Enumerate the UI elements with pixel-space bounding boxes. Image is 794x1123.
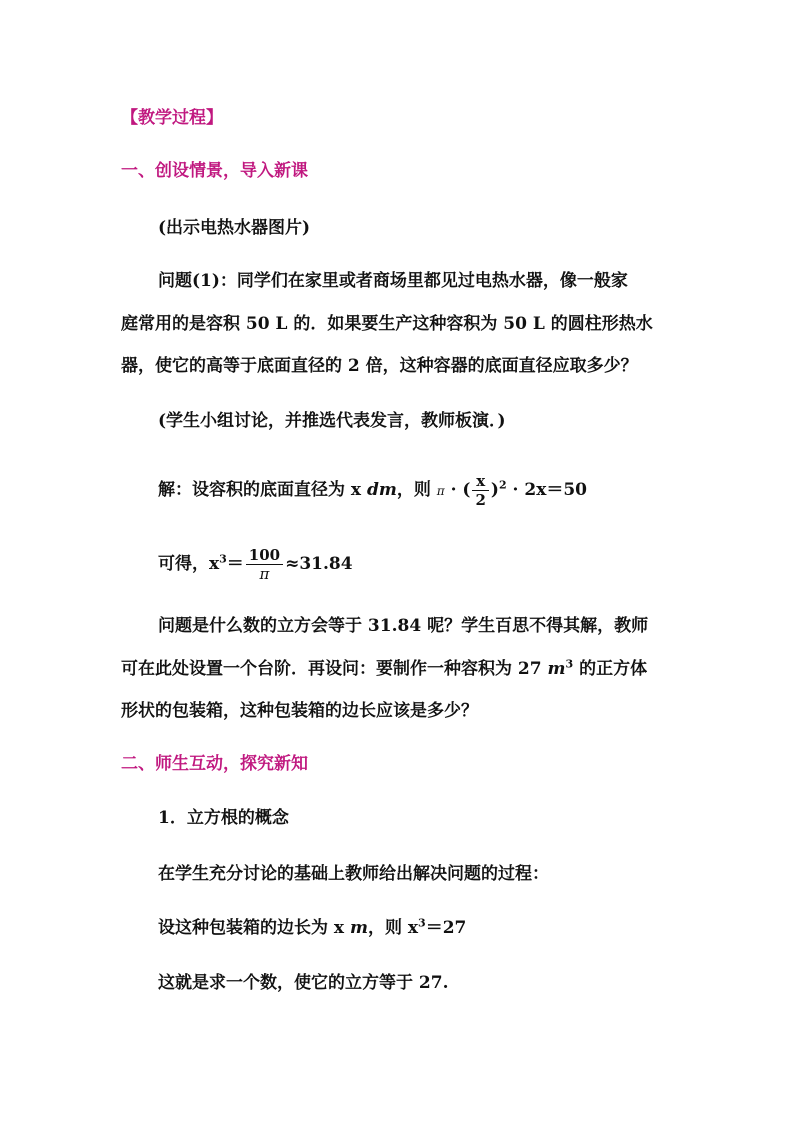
- question-exponent: 3: [565, 657, 574, 671]
- result-numerator: 100: [248, 546, 281, 564]
- show-image-note: (出示电热水器图片): [158, 218, 311, 238]
- result-tail: ≈31.84: [285, 554, 353, 574]
- pi-symbol: π: [436, 484, 445, 498]
- question-line2b: 的正方体: [573, 659, 648, 679]
- hundred-over-pi-fraction: [246, 546, 283, 583]
- result-denominator: π: [246, 564, 283, 583]
- question-unit: m: [547, 659, 566, 679]
- setup-prefix: 设这种包装箱的边长为 x: [158, 918, 350, 938]
- solution-close: ): [490, 480, 499, 500]
- teacher-process-note: 在学生充分讨论的基础上教师给出解决问题的过程：: [158, 864, 549, 884]
- solution-mid: ，则: [396, 480, 437, 500]
- solution-prefix: 解：设容积的底面直径为 x: [158, 480, 367, 500]
- result-prefix: 可得，x: [158, 554, 220, 574]
- setup-equation: [158, 916, 718, 940]
- solution-dot: · (: [444, 480, 471, 500]
- setup-unit: m: [349, 918, 368, 938]
- question-line1: 问题是什么数的立方会等于 31.84 呢？学生百思不得其解，教师: [158, 616, 649, 636]
- problem1-line3: 器，使它的高等于底面直径的 2 倍，这种容器的底面直径应取多少？: [121, 356, 638, 376]
- x-over-2-fraction: [472, 472, 488, 509]
- result-exponent: 3: [219, 552, 227, 566]
- problem1-line1: 问题(1)：同学们在家里或者商场里都见过电热水器，像一般家: [158, 271, 628, 291]
- result-equation: [158, 546, 718, 583]
- solution-tail: · 2x＝50: [506, 480, 588, 500]
- question-line2: [121, 657, 681, 681]
- fraction-numerator: x: [476, 472, 486, 490]
- setup-mid: ，则 x: [367, 918, 419, 938]
- section1-heading: 一、创设情景，导入新课: [121, 161, 308, 181]
- solution-exponent: 2: [498, 478, 507, 492]
- solution-unit: dm: [366, 480, 397, 500]
- setup-tail: ＝27: [425, 918, 467, 938]
- section2-heading: 二、师生互动，探究新知: [121, 754, 308, 774]
- result-eq: ＝: [226, 554, 244, 574]
- conclusion-text: 这就是求一个数，使它的立方等于 27.: [158, 973, 449, 993]
- setup-exponent: 3: [418, 916, 426, 930]
- question-line3: 形状的包装箱，这种包装箱的边长应该是多少？: [121, 701, 478, 721]
- problem1-line2: 庭常用的是容积 50 L 的．如果要生产这种容积为 50 L 的圆柱形热水: [121, 314, 653, 334]
- fraction-denominator: 2: [472, 490, 488, 509]
- solution-equation: [158, 472, 718, 509]
- subsection-cube-root: 1．立方根的概念: [158, 808, 289, 828]
- discussion-note: (学生小组讨论，并推选代表发言，教师板演．): [158, 411, 506, 431]
- section-title: 【教学过程】: [121, 108, 223, 128]
- question-line2a: 可在此处设置一个台阶．再设问：要制作一种容积为 27: [121, 659, 548, 679]
